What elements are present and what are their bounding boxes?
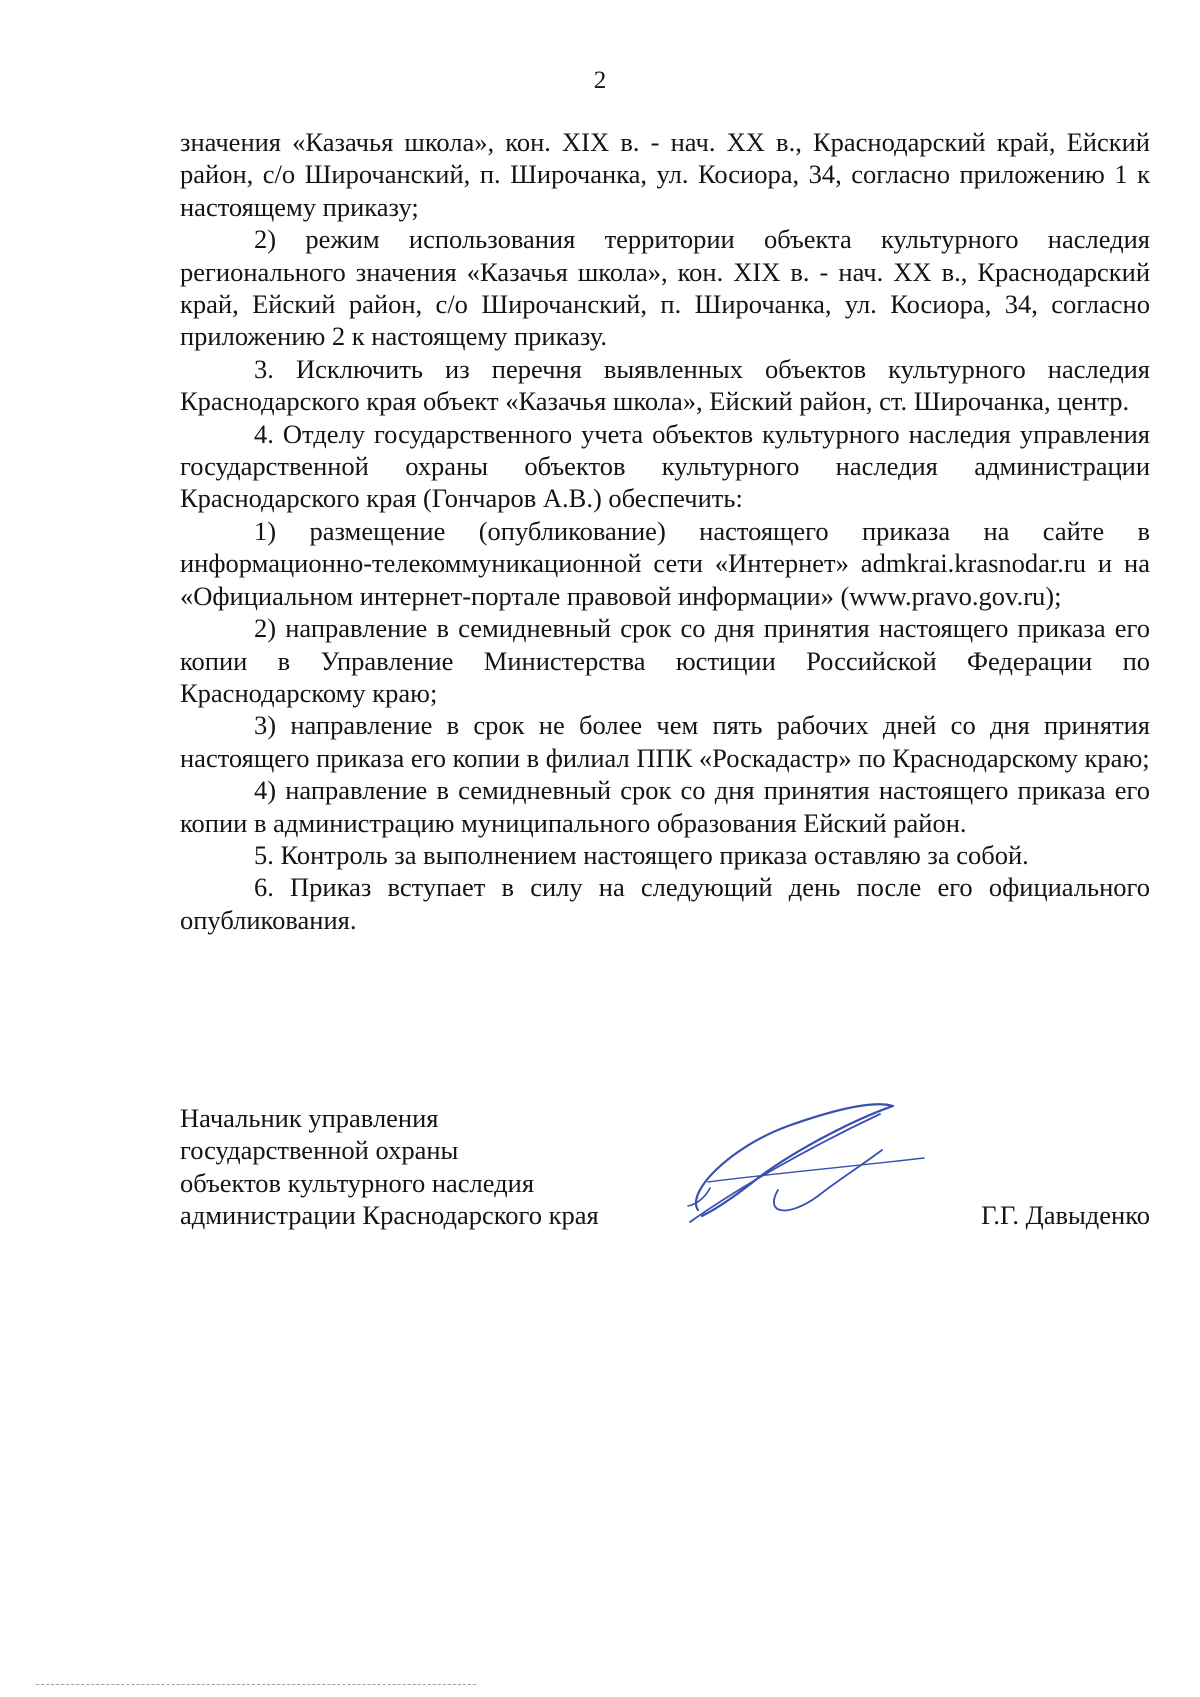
paragraph-item-4-department: 4. Отделу государственного учета объектов культурного наследия управления государственной охраны объектов культурного наследия администрации Краснодарского края (Гончаров А.В.) обеспечить: [180, 418, 1150, 514]
handwritten-signature [668, 1078, 928, 1228]
signatory-name: Г.Г. Давыденко [981, 1200, 1150, 1230]
paragraph-item-2-regime: 2) режим использования территории объекта культурного наследия регионального значения «Казачья школа», кон. XIX в. - нач. XX в., Краснодарский край, Ейский район, с/о Широчанский, п. Широчанка, ул. Косиора, 34, согласно приложению 2 к настоящему приказу. [180, 224, 1150, 352]
document-body [180, 126, 1150, 936]
signature-block [180, 1102, 1150, 1262]
signatory-position [180, 1102, 599, 1232]
page-number: 2 [593, 67, 607, 94]
signature-stroke-underline [708, 1158, 924, 1182]
paragraph-continuation: значения «Казачья школа», кон. XIX в. - нач. XX в., Краснодарский край, Ейский район, с/о Широчанский, п. Широчанка, ул. Косиора, 34, согласно приложению 1 к настоящему приказу; [180, 127, 1150, 222]
paragraph-item-6-effective: 6. Приказ вступает в силу на следующий день после его официального опубликования. [180, 872, 1150, 935]
paragraph-subitem-3-roskadastr: 3) направление в срок не более чем пять рабочих дней со дня принятия настоящего приказа его копии в филиал ППК «Роскадастр» по Краснодарскому краю; [180, 710, 1150, 773]
paragraph-item-3-exclude: 3. Исключить из перечня выявленных объектов культурного наследия Краснодарского края объект «Казачья школа», Ейский район, ст. Широчанка, центр. [180, 353, 1150, 417]
signatory-position-line: государственной охраны [180, 1135, 459, 1166]
paragraph-subitem-2-ministry: 2) направление в семидневный срок со дня принятия настоящего приказа его копии в Управление Министерства юстиции Российской Федерации по Краснодарскому краю; [180, 613, 1150, 708]
paragraph-subitem-4-municipality: 4) направление в семидневный срок со дня принятия настоящего приказа его копии в администрацию муниципального образования Ейский район. [180, 775, 1150, 838]
signatory-position-line: объектов культурного наследия [180, 1167, 535, 1198]
signatory-position-line: администрации Краснодарского края [180, 1200, 599, 1231]
paragraph-item-5-control: 5. Контроль за выполнением настоящего приказа оставляю за собой. [254, 839, 1029, 870]
page-bottom-rule [36, 1684, 476, 1685]
paragraph-subitem-1-publish: 1) размещение (опубликование) настоящего приказа на сайте в информационно-телекоммуникационной сети «Интернет» admkrai.krasnodar.ru и на «Официальном интернет-портале правовой информации» (www.pravo.gov.ru); [180, 515, 1150, 611]
signatory-position-line: Начальник управления [180, 1103, 439, 1133]
